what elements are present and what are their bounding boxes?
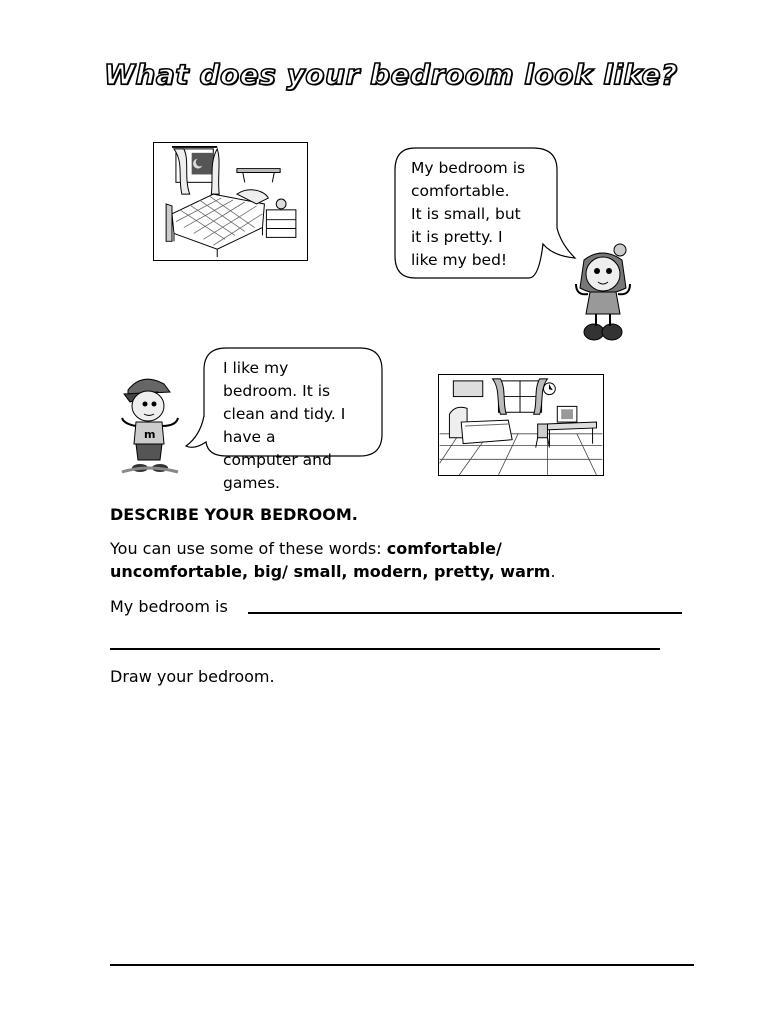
- word-bank-intro: You can use some of these words:: [110, 539, 387, 558]
- drawing-area[interactable]: [110, 700, 694, 962]
- girl-cartoon: [570, 240, 636, 344]
- boy-shirt-letter: m: [144, 428, 156, 441]
- word-bank: [110, 537, 710, 583]
- bedroom-prompt: My bedroom is: [110, 597, 228, 616]
- describe-heading: DESCRIBE YOUR BEDROOM.: [110, 505, 358, 524]
- boy-cartoon: [118, 372, 182, 478]
- bedroom-illustration-2: [438, 374, 604, 476]
- answer-line-2[interactable]: [110, 648, 660, 650]
- draw-instruction: Draw your bedroom.: [110, 667, 275, 686]
- word-bank-end: .: [550, 562, 556, 581]
- word-bank-line2: uncomfortable, big/ small, modern, pretty, warm: [110, 562, 551, 581]
- bedroom-illustration-1: [153, 142, 308, 261]
- word-bank-line1: comfortable/: [386, 539, 502, 558]
- worksheet-title: What does your bedroom look like?: [104, 58, 678, 91]
- girl-speech-text: My bedroom is comfortable. It is small, but it is pretty. I like my bed!: [411, 159, 526, 269]
- answer-line-1[interactable]: [248, 612, 682, 614]
- boy-speech-text: I like my bedroom. It is clean and tidy. I have a computer and games.: [223, 359, 346, 492]
- bottom-line: [110, 964, 694, 966]
